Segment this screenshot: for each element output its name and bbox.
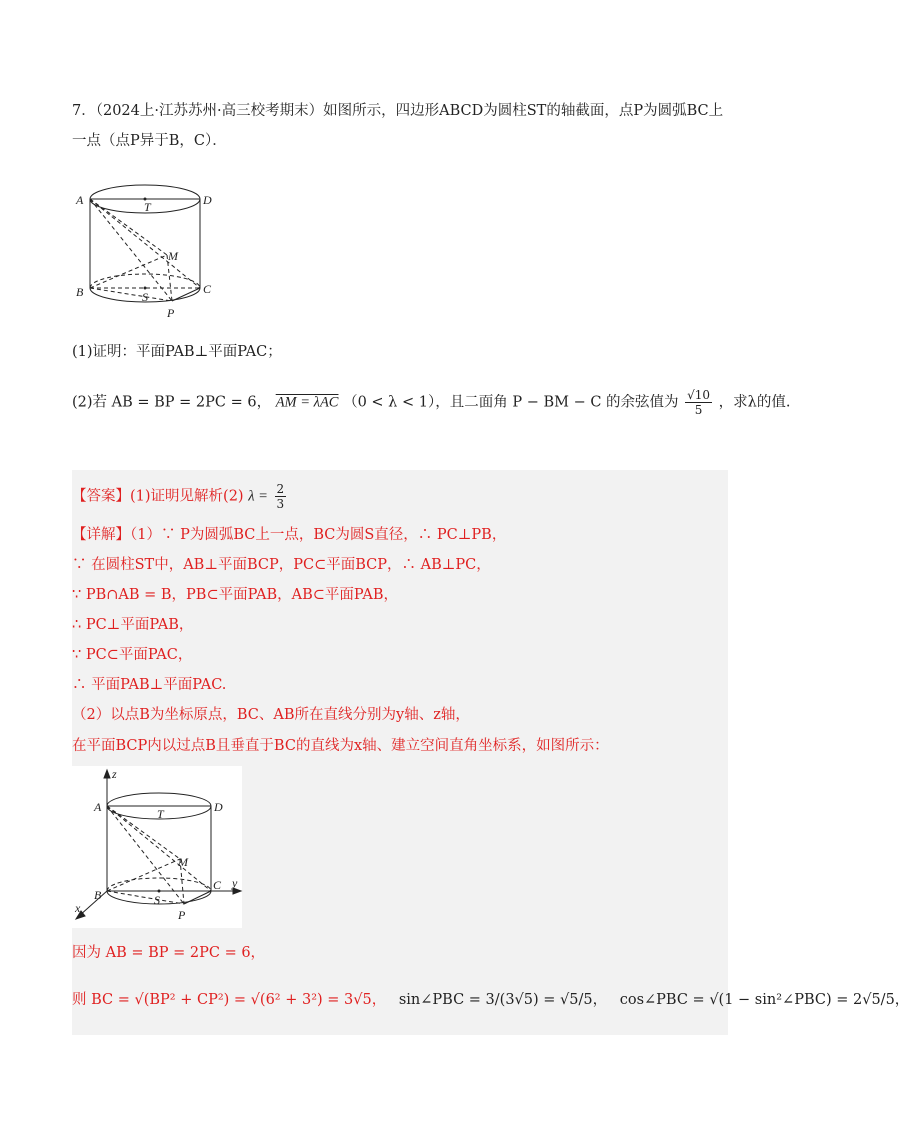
answer-fraction	[275, 482, 287, 511]
fig2-label-D: D	[214, 800, 223, 814]
fig2-label-T: T	[157, 807, 164, 821]
answer-label: 【答案】	[72, 488, 130, 505]
detail-l10-b: sin∠PBC = 3/(3√5) = √5/5，	[398, 992, 608, 1008]
detail-line-2: ∵ 在圆柱ST中，AB⊥平面BCP，PC⊂平面BCP，∴ AB⊥PC，	[72, 557, 491, 573]
answer-frac-num: 2	[276, 482, 285, 496]
detail-l10-a: 则 BC = √(BP² + CP²) = √(6² + 3²) = 3√5，	[72, 992, 387, 1008]
fig2-label-y: y	[232, 876, 238, 890]
detail-line-10	[72, 988, 909, 1009]
detail-line-7: （2）以点B为坐标原点，BC、AB所在直线分别为y轴、z轴，	[72, 707, 470, 723]
fig2-label-C: C	[213, 878, 222, 892]
detail-line-5: ∵ PC⊂平面PAC，	[72, 647, 193, 663]
coordinate-figure-2	[72, 766, 242, 928]
fig2-label-A: A	[94, 800, 102, 814]
fig1-label-P: P	[167, 306, 175, 320]
cylinder-figure-1	[72, 180, 222, 325]
question-line-1: 7．（2024上·江苏苏州·高三校考期末）如图所示，四边形ABCD为圆柱ST的轴截面，点P为圆弧BC上	[72, 103, 724, 119]
fig1-label-D: D	[203, 193, 212, 207]
fig1-label-M: M	[168, 249, 178, 263]
detail-line-1	[72, 523, 506, 544]
detail-line-9: 因为 AB = BP = 2PC = 6，	[72, 945, 266, 961]
fig2-label-B: B	[94, 888, 102, 902]
detail-line-6: ∴ 平面PAB⊥平面PAC.	[72, 677, 227, 693]
question-part-2	[72, 388, 790, 417]
fig1-label-T: T	[144, 200, 151, 214]
answer-frac-den: 3	[276, 497, 285, 511]
question-part-1: (1)证明：平面PAB⊥平面PAC；	[72, 344, 282, 360]
answer-lambda: λ =	[248, 488, 268, 505]
fig2-label-P: P	[178, 908, 186, 922]
fig1-label-S: S	[142, 290, 148, 304]
fig1-label-A: A	[76, 193, 84, 207]
fig2-label-z: z	[112, 767, 117, 781]
part2-cos-fraction	[685, 388, 712, 417]
detail-line-4: ∴ PC⊥平面PAB，	[72, 617, 194, 633]
fig1-label-B: B	[76, 285, 84, 299]
part2-range: （0 < λ < 1），且二面角 P − BM − C 的余弦值为	[343, 394, 679, 411]
answer-text: (1)证明见解析(2)	[130, 488, 244, 505]
detail-line-8: 在平面BCP内以过点B且垂直于BC的直线为x轴、建立空间直角坐标系，如图所示：	[72, 738, 609, 754]
answer-line	[72, 482, 288, 511]
detail-label: 【详解】	[72, 527, 130, 543]
part2-frac-den: 5	[694, 403, 703, 417]
part2-frac-num: √10	[687, 388, 711, 402]
question-line-2: 一点（点P异于B，C）．	[72, 133, 227, 149]
detail-l10-c: cos∠PBC = √(1 − sin²∠PBC) = 2√5/5，	[619, 992, 909, 1008]
fig2-label-M: M	[178, 855, 188, 869]
question-block	[72, 96, 732, 156]
fig2-label-x: x	[75, 901, 81, 915]
fig1-label-C: C	[203, 282, 212, 296]
part2-ask: ，求λ的值.	[718, 394, 791, 411]
detail-line-3: ∵ PB∩AB = B，PB⊂平面PAB，AB⊂平面PAB，	[72, 587, 398, 603]
detail-l1: （1）∵ P为圆弧BC上一点，BC为圆S直径，∴ PC⊥PB，	[130, 527, 507, 543]
part2-condition: (2)若 AB = BP = 2PC = 6，	[72, 394, 272, 411]
fig2-label-S: S	[154, 893, 160, 907]
part2-vector-relation: AM = λAC	[275, 394, 339, 411]
